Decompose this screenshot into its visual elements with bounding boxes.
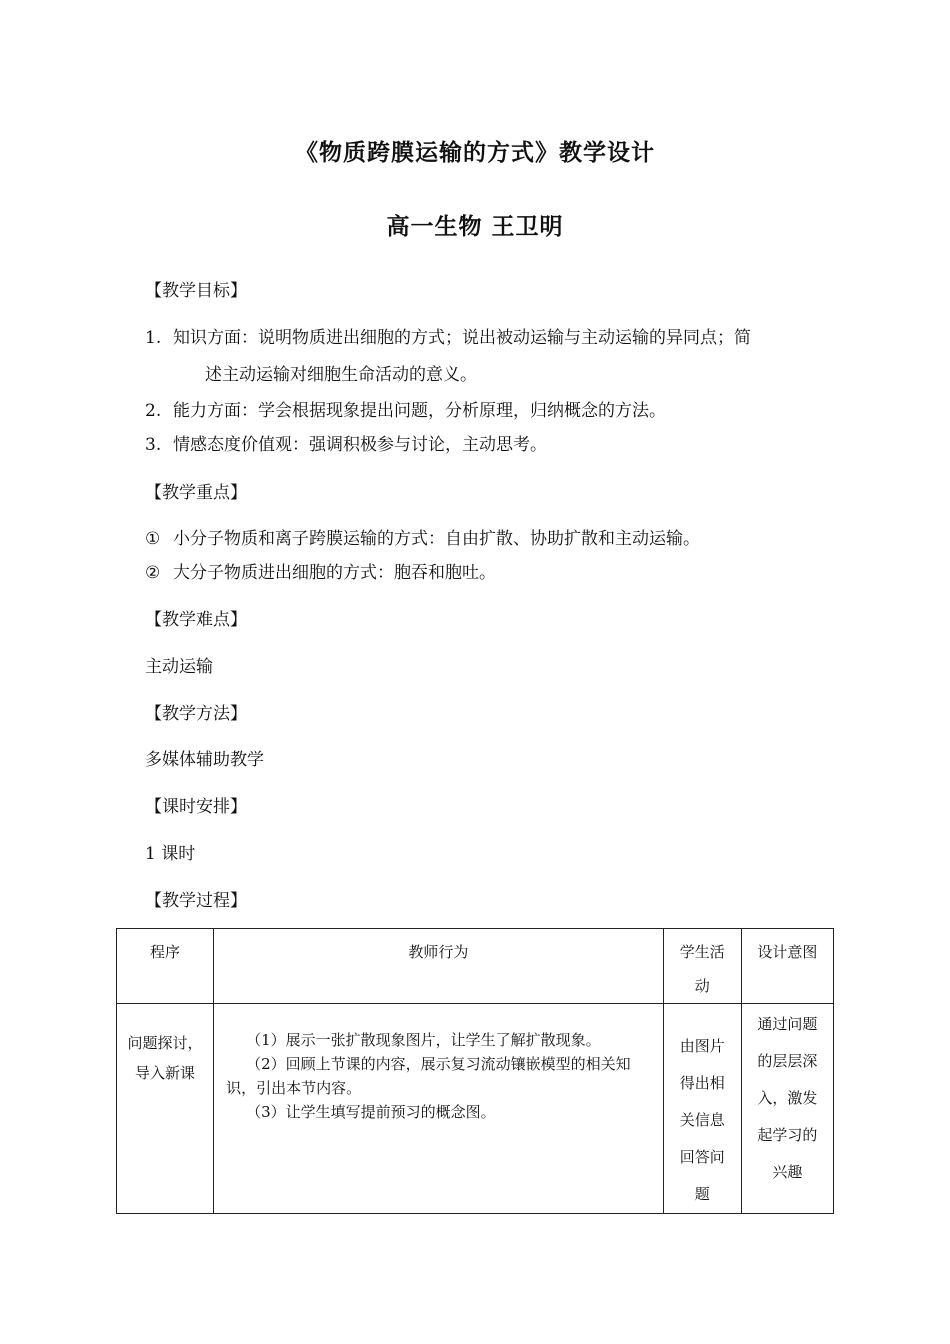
objective-text: 知识方面：说明物质进出细胞的方式；说出被动运输与主动运输的异同点；简 bbox=[173, 328, 751, 348]
intent-cell: 通过问题 的层层深 入，激发 起学习的 兴趣 bbox=[741, 1004, 833, 1214]
objective-text: 能力方面：学会根据现象提出问题，分析原理，归纳概念的方法。 bbox=[173, 401, 666, 421]
objective-item-2 bbox=[145, 396, 666, 421]
teacher-line: （3）让学生填写提前预习的概念图。 bbox=[246, 1103, 496, 1121]
table-row bbox=[117, 1004, 834, 1214]
header-cell-student bbox=[663, 929, 741, 1004]
teacher-line: （2）回顾上节课的内容，展示复习流动镶嵌模型的相关知 bbox=[246, 1055, 631, 1073]
document-subtitle: 高一生物 王卫明 bbox=[386, 214, 564, 240]
objective-text: 情感态度价值观：强调积极参与讨论，主动思考。 bbox=[173, 435, 547, 455]
method-text: 多媒体辅助教学 bbox=[145, 750, 264, 770]
stage-cell: 问题探讨， 导入新课 bbox=[117, 1004, 214, 1214]
objective-item-1 bbox=[145, 323, 751, 348]
section-heading-key-points: 【教学重点】 bbox=[145, 483, 247, 503]
table-header-row bbox=[117, 929, 834, 1004]
teacher-cell bbox=[214, 1004, 664, 1214]
objective-item-3 bbox=[145, 430, 547, 455]
process-table bbox=[116, 928, 834, 1214]
objective-number: 2. bbox=[145, 401, 162, 421]
key-point-number: ② bbox=[145, 563, 161, 583]
schedule-text: 1 课时 bbox=[145, 844, 196, 864]
section-heading-schedule: 【课时安排】 bbox=[145, 797, 247, 817]
difficulty-text: 主动运输 bbox=[145, 657, 213, 677]
header-cell-intent: 设计意图 bbox=[741, 929, 833, 1004]
document-title: 《物质跨膜运输的方式》教学设计 bbox=[295, 140, 655, 166]
key-point-text: 小分子物质和离子跨膜运输的方式：自由扩散、协助扩散和主动运输。 bbox=[173, 529, 700, 549]
key-point-item-2 bbox=[145, 558, 496, 583]
teacher-line: （1）展示一张扩散现象图片，让学生了解扩散现象。 bbox=[246, 1031, 601, 1049]
objective-number: 1. bbox=[145, 328, 162, 348]
key-point-text: 大分子物质进出细胞的方式：胞吞和胞吐。 bbox=[173, 563, 496, 583]
key-point-item-1 bbox=[145, 524, 700, 549]
objective-number: 3. bbox=[145, 435, 162, 455]
header-cell-teacher: 教师行为 bbox=[214, 929, 664, 1004]
header-student-line: 学生活 bbox=[679, 943, 725, 961]
teacher-line: 识，引出本节内容。 bbox=[226, 1079, 362, 1097]
section-heading-difficulty: 【教学难点】 bbox=[145, 610, 247, 630]
section-heading-method: 【教学方法】 bbox=[145, 704, 247, 724]
key-point-number: ① bbox=[145, 529, 161, 549]
section-heading-objectives: 【教学目标】 bbox=[145, 281, 247, 301]
student-cell: 由图片 得出相 关信息 回答问 题 bbox=[663, 1004, 741, 1214]
section-heading-process: 【教学过程】 bbox=[145, 891, 247, 911]
objective-item-1-continuation: 述主动运输对细胞生命活动的意义。 bbox=[205, 365, 477, 385]
header-cell-stage: 程序 bbox=[117, 929, 214, 1004]
header-student-line: 动 bbox=[694, 977, 710, 995]
